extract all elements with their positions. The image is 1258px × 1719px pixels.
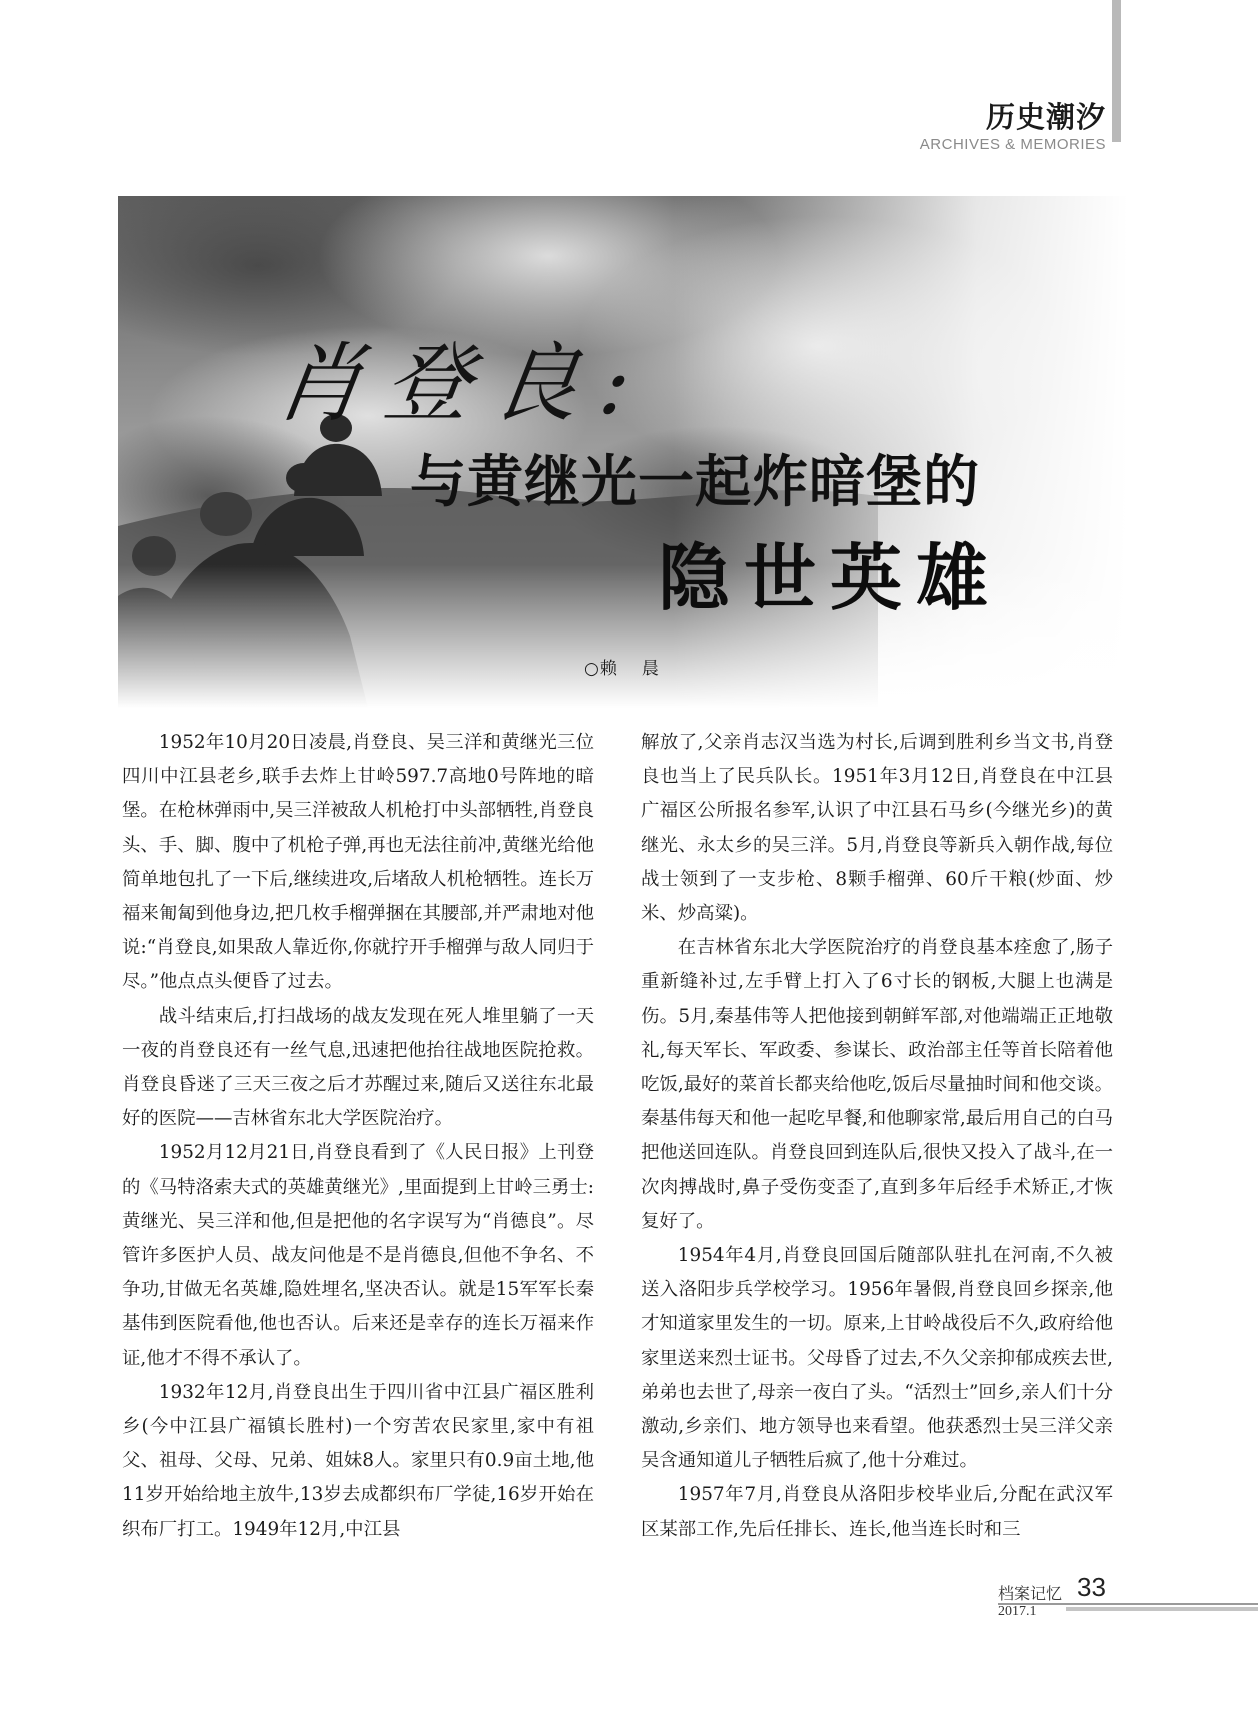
paragraph: 1932年12月,肖登良出生于四川省中江县广福区胜利乡(今中江县广福镇长胜村)一个穷苦农民家里,家中有祖父、祖母、父母、兄弟、姐妹8人。家里只有0.9亩土地,他11岁开始给地主放牛,13岁去成都织布厂学徒,16岁开始在织布厂打工。1949年12月,中江县 [122, 1381, 594, 1540]
article-title-line3: 隐世英雄 [658, 536, 1003, 620]
paragraph: 1952月12月21日,肖登良看到了《人民日报》上刊登的《马特洛索夫式的英雄黄继光》,里面提到上甘岭三勇士:黄继光、吴三洋和他,但是把他的名字误写为“肖德良”。尽管许多医护人员、战友问他是不是肖德良,但他不争名、不争功,甘做无名英雄,隐姓埋名,坚决否认。就是15军军长秦基伟到医院看他,他也否认。后来还是幸存的连长万福来作证,他才不得不承认了。 [122, 1142, 594, 1369]
publication-name: 档案记忆 [998, 1584, 1063, 1603]
title-photo [118, 196, 1128, 708]
paragraph: 战斗结束后,打扫战场的战友发现在死人堆里躺了一天一夜的肖登良还有一丝气息,迅速把他抬往战地医院抢救。肖登良昏迷了三天三夜之后才苏醒过来,随后又送往东北最好的医院——吉林省东北大学医院治疗。 [122, 1005, 594, 1130]
section-subtitle: ARCHIVES & MEMORIES [919, 136, 1106, 153]
body-column-right [641, 726, 1113, 1547]
footer-rule [998, 1603, 1258, 1605]
page-number: 33 [1077, 1572, 1106, 1602]
paragraph: 在吉林省东北大学医院治疗的肖登良基本痊愈了,肠子重新缝补过,左手臂上打入了6寸长的钢板,大腿上也满是伤。5月,秦基伟等人把他接到朝鲜军部,对他端端正正地敬礼,每天军长、军政委、参谋长、政治部主任等首长陪着他吃饭,最好的菜首长都夹给他吃,饭后尽量抽时间和他交谈。秦基伟每天和他一起吃早餐,和他聊家常,最后用自己的白马把他送回连队。肖登良回到连队后,很快又投入了战斗,在一次肉搏战时,鼻子受伤变歪了,直到多年后经手术矫正,才恢复好了。 [641, 937, 1113, 1232]
byline-name: 晨 [641, 659, 660, 679]
article-title-name: 肖登良: [269, 334, 659, 434]
section-title: 历史潮汐 [985, 100, 1106, 134]
margin-tab-bar [1112, 0, 1121, 142]
footer-rule-accent [1066, 1607, 1258, 1611]
paragraph-continuation: 解放了,父亲肖志汉当选为村长,后调到胜利乡当文书,肖登良也当上了民兵队长。1951年3月12日,肖登良在中江县广福区公所报名参军,认识了中江县石马乡(今继光乡)的黄继光、永太乡的吴三洋。5月,肖登良等新兵入朝作战,每位战士领到了一支步枪、8颗手榴弹、60斤干粮(炒面、炒米、炒高粱)。 [641, 732, 1113, 925]
byline-given: ○赖 [584, 659, 618, 679]
issue-number: 2017.1 [998, 1604, 1037, 1619]
paragraph: 1954年4月,肖登良回国后随部队驻扎在河南,不久被送入洛阳步兵学校学习。1956年暑假,肖登良回乡探亲,他才知道家里发生的一切。原来,上甘岭战役后不久,政府给他家里送来烈士证书。父母昏了过去,不久父亲抑郁成疾去世,弟弟也去世了,母亲一夜白了头。“活烈士”回乡,亲人们十分激动,乡亲们、地方领导也来看望。他获悉烈士吴三洋父亲吴含通知道儿子牺牲后疯了,他十分难过。 [641, 1245, 1113, 1472]
paragraph: 1952年10月20日凌晨,肖登良、吴三洋和黄继光三位四川中江县老乡,联手去炸上甘岭597.7高地0号阵地的暗堡。在枪林弹雨中,吴三洋被敌人机枪打中头部牺牲,肖登良头、手、脚、腹中了机枪子弹,再也无法往前冲,黄继光给他简单地包扎了一下后,继续进攻,后堵敌人机枪牺牲。连长万福来匍匐到他身边,把几枚手榴弹捆在其腰部,并严肃地对他说:“肖登良,如果敌人靠近你,你就拧开手榴弹与敌人同归于尽。”他点点头便昏了过去。 [122, 732, 594, 993]
paragraph: 1957年7月,肖登良从洛阳步校毕业后,分配在武汉军区某部工作,先后任排长、连长,他当连长时和三 [641, 1484, 1113, 1540]
author-byline [584, 654, 660, 679]
article-title-line2: 与黄继光一起炸暗堡的 [410, 449, 980, 515]
body-column-left [122, 726, 594, 1547]
